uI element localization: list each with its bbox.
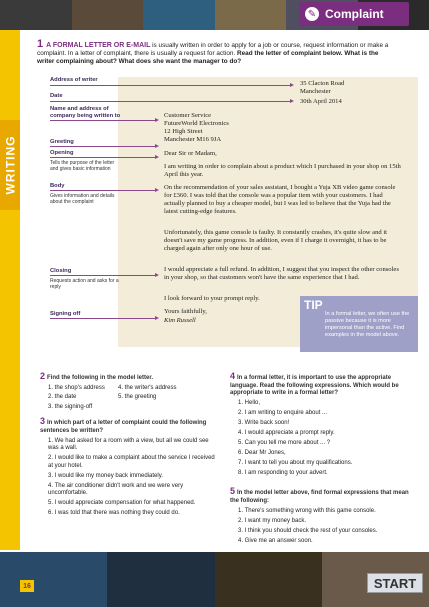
list-item: 8. I am responding to your advert. — [238, 470, 328, 477]
list-item: 4. the writer's address — [118, 384, 177, 391]
list-item: 4. The air conditioner didn't work and we were very uncomfortable. — [48, 482, 184, 497]
list-item: 3. I think you should check the rest of your consoles. — [238, 527, 378, 534]
connector-line — [50, 275, 155, 276]
connector-line — [50, 157, 155, 158]
list-item: 3. Write back soon! — [238, 420, 290, 427]
label-recipient: Name and address of company being written to — [50, 106, 121, 119]
arrow-icon — [155, 118, 159, 122]
letter-date: 30th April 2014 — [300, 98, 342, 105]
list-item: 3. the signing-off — [48, 403, 93, 410]
footer-photo — [215, 552, 322, 607]
list-item: 5. Can you tell me more about ... ? — [238, 440, 331, 447]
list-item: 7. I want to tell you about my qualifications. — [238, 460, 353, 467]
arrow-icon — [155, 155, 159, 159]
header-photo — [72, 0, 144, 30]
section-question: In the model letter above, find formal expressions that mean the following: — [230, 490, 409, 504]
list-item: 4. Give me an answer soon. — [238, 537, 313, 544]
list-item: 5. I would appreciate compensation for what happened. — [48, 500, 196, 507]
section-3 — [40, 418, 220, 518]
section-number: 2 — [40, 371, 46, 381]
letter-address-line: Manchester — [300, 88, 331, 95]
letter-opening: I am writing in order to complain about a product which I purchased in your shop on 15th April this year. — [164, 163, 401, 179]
label-opening-desc: Tells the purpose of the letter and gives basic information — [50, 160, 115, 172]
label-closing: Closing — [50, 268, 72, 274]
letter-greeting: Dear Sir or Madam, — [164, 150, 217, 157]
label-opening: Opening — [50, 150, 74, 156]
side-bar — [0, 30, 20, 550]
intro-question: Read the letter of complaint below. What is the writer complaining about? What does she want the manager to do? — [37, 50, 379, 66]
page-number: 16 — [20, 580, 34, 592]
section-tab-title: Complaint — [325, 7, 384, 21]
tip-text: In a formal letter, we often use the passive because it is more impersonal than the active. Find examples in the model above. — [325, 311, 410, 338]
label-closing-desc: Requests action and asks for a reply — [50, 278, 119, 290]
label-signing-off: Signing off — [50, 311, 81, 317]
arrow-icon — [290, 83, 294, 87]
letter-body-paragraph: On the recommendation of your sales assistant, I bought a Yuja XB video game console for £360. I was told that the console was a popular item with your customers. I had actually planned to buy a cheaper model, but I was led to believe that the Yuja had the latest cutting-edge features. — [164, 184, 396, 216]
footer-photo-strip — [0, 552, 429, 607]
label-body: Body — [50, 183, 65, 189]
section-question: Find the following in the model letter. — [47, 375, 154, 381]
side-label — [0, 120, 20, 210]
list-item: 2. I am writing to enquire about ... — [238, 410, 328, 417]
list-item: 1. We had asked for a room with a view, but all we could see was a wall. — [48, 437, 209, 452]
connector-line — [50, 146, 155, 147]
list-item: 1. There's something wrong with this game console. — [238, 507, 376, 514]
letter-closing: I would appreciate a full refund. In addition, I suggest that you inspect the other consoles in your shop, so that customers won't have the same experience that I had. — [164, 266, 399, 282]
section-2 — [40, 373, 215, 411]
section-question: In a formal letter, it is important to use the appropriate language. Read the following expressions. Which would be appropriate to write in a formal letter? — [230, 375, 399, 397]
list-item: 2. I would like to make a complaint about the service I received at your hotel. — [48, 455, 215, 469]
list-item: 1. Hello, — [238, 400, 261, 407]
arrow-icon — [155, 316, 159, 320]
section-number: 5 — [230, 486, 236, 496]
tip-title: TIP — [304, 298, 323, 312]
pencil-icon: ✎ — [305, 7, 319, 21]
list-item: 6. Dear Mr Jones, — [238, 450, 286, 457]
connector-line — [50, 120, 155, 121]
label-greeting: Greeting — [50, 139, 74, 145]
list-item: 1. the shop's address — [48, 384, 105, 391]
arrow-icon — [155, 144, 159, 148]
label-address-of-writer: Address of writer — [50, 77, 98, 83]
list-item: 2. the date — [48, 394, 77, 401]
section-4 — [230, 373, 415, 478]
list-item: 6. I was told that there was nothing they could do. — [48, 510, 180, 517]
letter-recipient-line: Customer Service — [164, 112, 212, 119]
label-body-desc: Gives information and details about the complaint — [50, 193, 115, 205]
letter-signature: Kim Russell — [164, 317, 196, 324]
side-label-text: WRITING — [3, 135, 17, 195]
letter-address-line: 35 Clacton Road — [300, 80, 345, 87]
tip-box — [300, 296, 418, 352]
header-photo — [143, 0, 215, 30]
footer-photo — [107, 552, 214, 607]
section-5 — [230, 488, 415, 545]
arrow-icon — [155, 188, 159, 192]
list-item: 5. the greeting — [118, 394, 157, 401]
list-item: 3. I would like my money back immediately. — [48, 472, 163, 479]
header-photo — [0, 0, 72, 30]
section-tab — [299, 2, 409, 26]
header-photo — [215, 0, 287, 30]
footer-photo — [0, 552, 107, 607]
start-key: START — [367, 573, 423, 593]
connector-line — [50, 101, 290, 102]
section-question: In which part of a letter of complaint could the following sentences be written? — [40, 420, 207, 434]
section-heading: A FORMAL LETTER OR E-MAIL — [46, 42, 151, 49]
connector-line — [50, 85, 290, 86]
letter-signoff: Yours faithfully, — [164, 308, 207, 315]
section-number: 4 — [230, 371, 236, 381]
section-number: 1 — [37, 38, 44, 50]
connector-line — [50, 190, 155, 191]
connector-line — [50, 318, 155, 319]
list-item: 4. I would appreciate a prompt reply. — [238, 430, 335, 437]
intro-text: is usually written in order to apply for a job or course, request information or make a complaint. In a letter of complaint, there is usually a request for action. — [37, 42, 389, 58]
letter-recipient-line: 12 High Street — [164, 128, 203, 135]
arrow-icon — [290, 99, 294, 103]
letter-recipient-line: Manchester M16 9JA — [164, 136, 222, 143]
list-item: 2. I want my money back. — [238, 517, 307, 524]
letter-body-paragraph: Unfortunately, this game console is faulty. It constantly crashes, it's quite slow and it doesn't save my game progress. In addition, even if I charge it overnight, it has to be charged again after only one hour of use. — [164, 229, 388, 253]
letter-recipient-line: FutureWorld Electronics — [164, 120, 229, 127]
arrow-icon — [155, 273, 159, 277]
section-number: 3 — [40, 416, 46, 426]
letter-closing: I look forward to your prompt reply. — [164, 295, 260, 302]
section-1-intro — [37, 40, 397, 67]
label-date: Date — [50, 93, 63, 99]
